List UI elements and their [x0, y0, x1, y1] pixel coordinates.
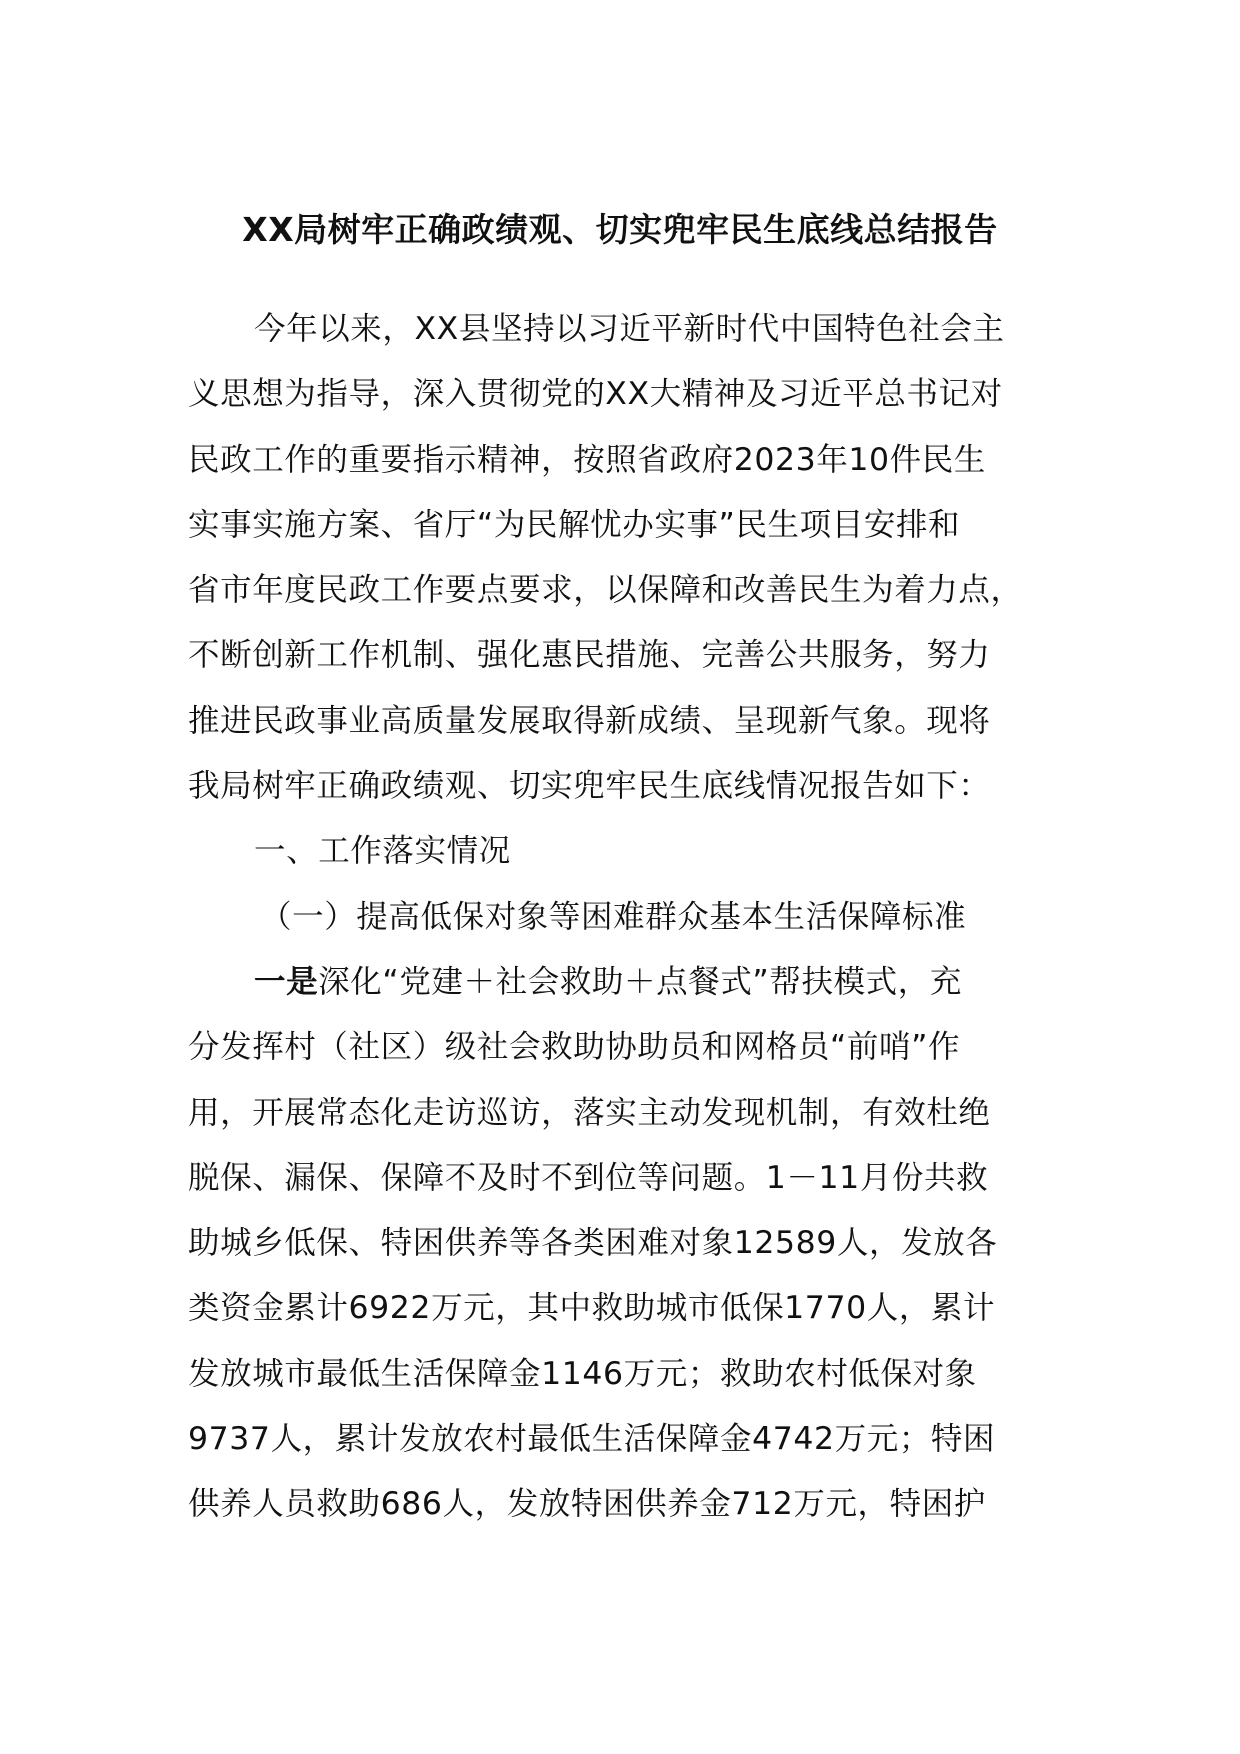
paragraph-line: 发放城市最低生活保障金1146万元；救助农村低保对象 — [188, 1355, 977, 1392]
item-label: 一是 — [254, 963, 319, 1000]
paragraph-line: 我局树牢正确政绩观、切实兜牢民生底线情况报告如下： — [188, 768, 991, 805]
section-heading: 一、工作落实情况 — [254, 833, 511, 870]
paragraph-line: 类资金累计6922万元，其中救助城市低保1770人，累计 — [188, 1290, 996, 1327]
paragraph-line: 民政工作的重要指示精神，按照省政府2023年10件民生 — [188, 441, 986, 478]
paragraph-line: 实事实施方案、省厅“为民解忧办实事”民生项目安排和 — [188, 506, 961, 543]
paragraph-line: 助城乡低保、特困供养等各类困难对象12589人，发放各 — [188, 1225, 998, 1262]
paragraph-line: 推进民政事业高质量发展取得新成绩、呈现新气象。现将 — [188, 702, 991, 739]
paragraph-line: 脱保、漏保、保障不及时不到位等问题。1－11月份共救 — [188, 1159, 989, 1196]
item-text: 深化“党建＋社会救助＋点餐式”帮扶模式，充 — [318, 963, 962, 1000]
paragraph-line: 9737人，累计发放农村最低生活保障金4742万元；特困 — [188, 1421, 996, 1458]
paragraph-line: 供养人员救助686人，发放特困供养金712万元，特困护 — [188, 1486, 986, 1523]
paragraph-line: 不断创新工作机制、强化惠民措施、完善公共服务，努力 — [188, 637, 991, 674]
paragraph-line: 用，开展常态化走访巡访，落实主动发现机制，有效杜绝 — [188, 1094, 991, 1131]
document-body — [188, 297, 1056, 1538]
document-title: XX局树牢正确政绩观、切实兜牢民生底线总结报告 — [242, 210, 998, 249]
paragraph-line — [188, 950, 1056, 1015]
paragraph-line: 义思想为指导，深入贯彻党的XX大精神及习近平总书记对 — [188, 376, 1003, 413]
paragraph-line: 省市年度民政工作要点要求，以保障和改善民生为着力点， — [188, 572, 1023, 609]
paragraph-line: 分发挥村（社区）级社会救助协助员和网格员“前哨”作 — [188, 1029, 961, 1066]
subsection-heading: （一）提高低保对象等困难群众基本生活保障标准 — [260, 898, 967, 935]
paragraph-line: 今年以来，XX县坚持以习近平新时代中国特色社会主 — [254, 311, 1005, 347]
